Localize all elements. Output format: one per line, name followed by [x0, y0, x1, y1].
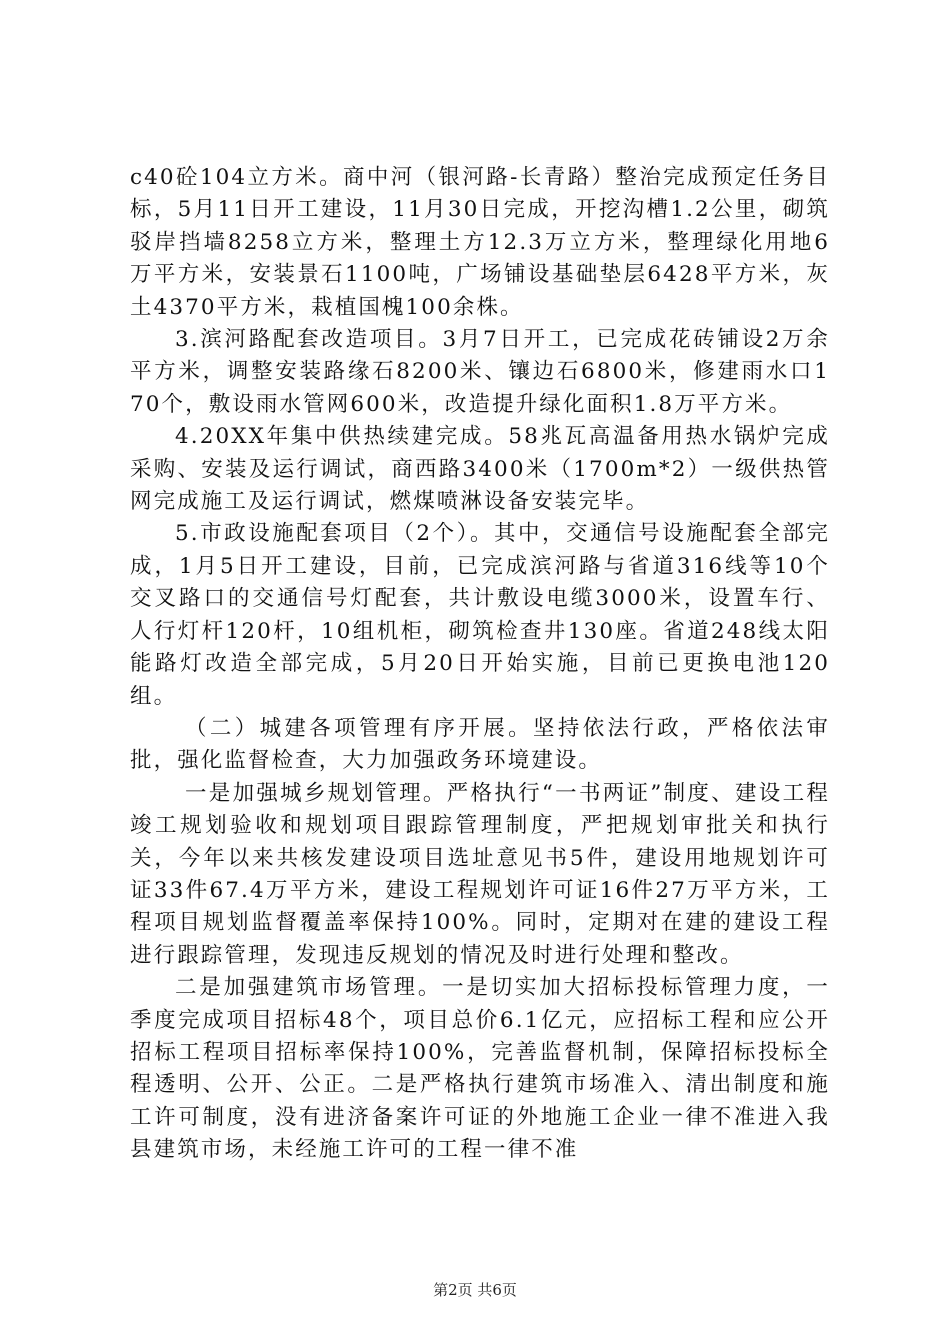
- document-body: [130, 162, 830, 1167]
- paragraph-6: 二是加强建筑市场管理。一是切实加大招标投标管理力度，一季度完成项目招标48个，项目总价6.1亿元，应招标工程和应公开招标工程项目招标率保持100%，完善监督机制，保障招标投标全程透明、公开、公正。二是严格执行建筑市场准入、清出制度和施工许可制度，没有进济备案许可证的外地施工企业一律不准进入我县建筑市场，未经施工许可的工程一律不准: [130, 975, 830, 1163]
- paragraph-2: 3.滨河路配套改造项目。3月7日开工，已完成花砖铺设2万余平方米，调整安装路缘石8200米、镶边石6800米，修建雨水口170个，敷设雨水管网600米，改造提升绿化面积1.8万平方米。: [130, 327, 830, 417]
- paragraph-3: 4.20XX年集中供热续建完成。58兆瓦高温备用热水锅炉完成采购、安装及运行调试，商西路3400米（1700m*2）一级供热管网完成施工及运行调试，燃煤喷淋设备安装完毕。: [130, 424, 830, 515]
- paragraph-5: 一是加强城乡规划管理。严格执行“一书两证”制度、建设工程竣工规划验收和规划项目跟踪管理制度，严把规划审批关和执行关，今年以来共核发建设项目选址意见书5件，建设用地规划许可证33件67.4万平方米，建设工程规划许可证16件27万平方米，工程项目规划监督覆盖率保持100%。同时，定期对在建的建设工程进行跟踪管理，发现违反规划的情况及时进行处理和整改。: [130, 780, 830, 968]
- paragraph-1: c40砼104立方米。商中河（银河路-长青路）整治完成预定任务目标，5月11日开工建设，11月30日完成，开挖沟槽1.2公里，砌筑驳岸挡墙8258立方米，整理土方12.3万立方米，整理绿化用地6万平方米，安装景石1100吨，广场铺设基础垫层6428平方米，灰土4370平方米，栽植国槐100余株。: [130, 165, 830, 320]
- section-heading-2: （二）城建各项管理有序开展。坚持依法行政，严格依法审批，强化监督检查，大力加强政务环境建设。: [130, 715, 830, 774]
- paragraph-4: 5.市政设施配套项目（2个）。其中，交通信号设施配套全部完成，1月5日开工建设，目前，已完成滨河路与省道316线等10个交叉路口的交通信号灯配套，共计敷设电缆3000米，设置车行、人行灯杆120杆，10组机柜，砌筑检查井130座。省道248线太阳能路灯改造全部完成，5月20日开始实施，目前已更换电池120组。: [130, 521, 830, 709]
- page-footer: 第2页 共6页: [433, 1281, 517, 1299]
